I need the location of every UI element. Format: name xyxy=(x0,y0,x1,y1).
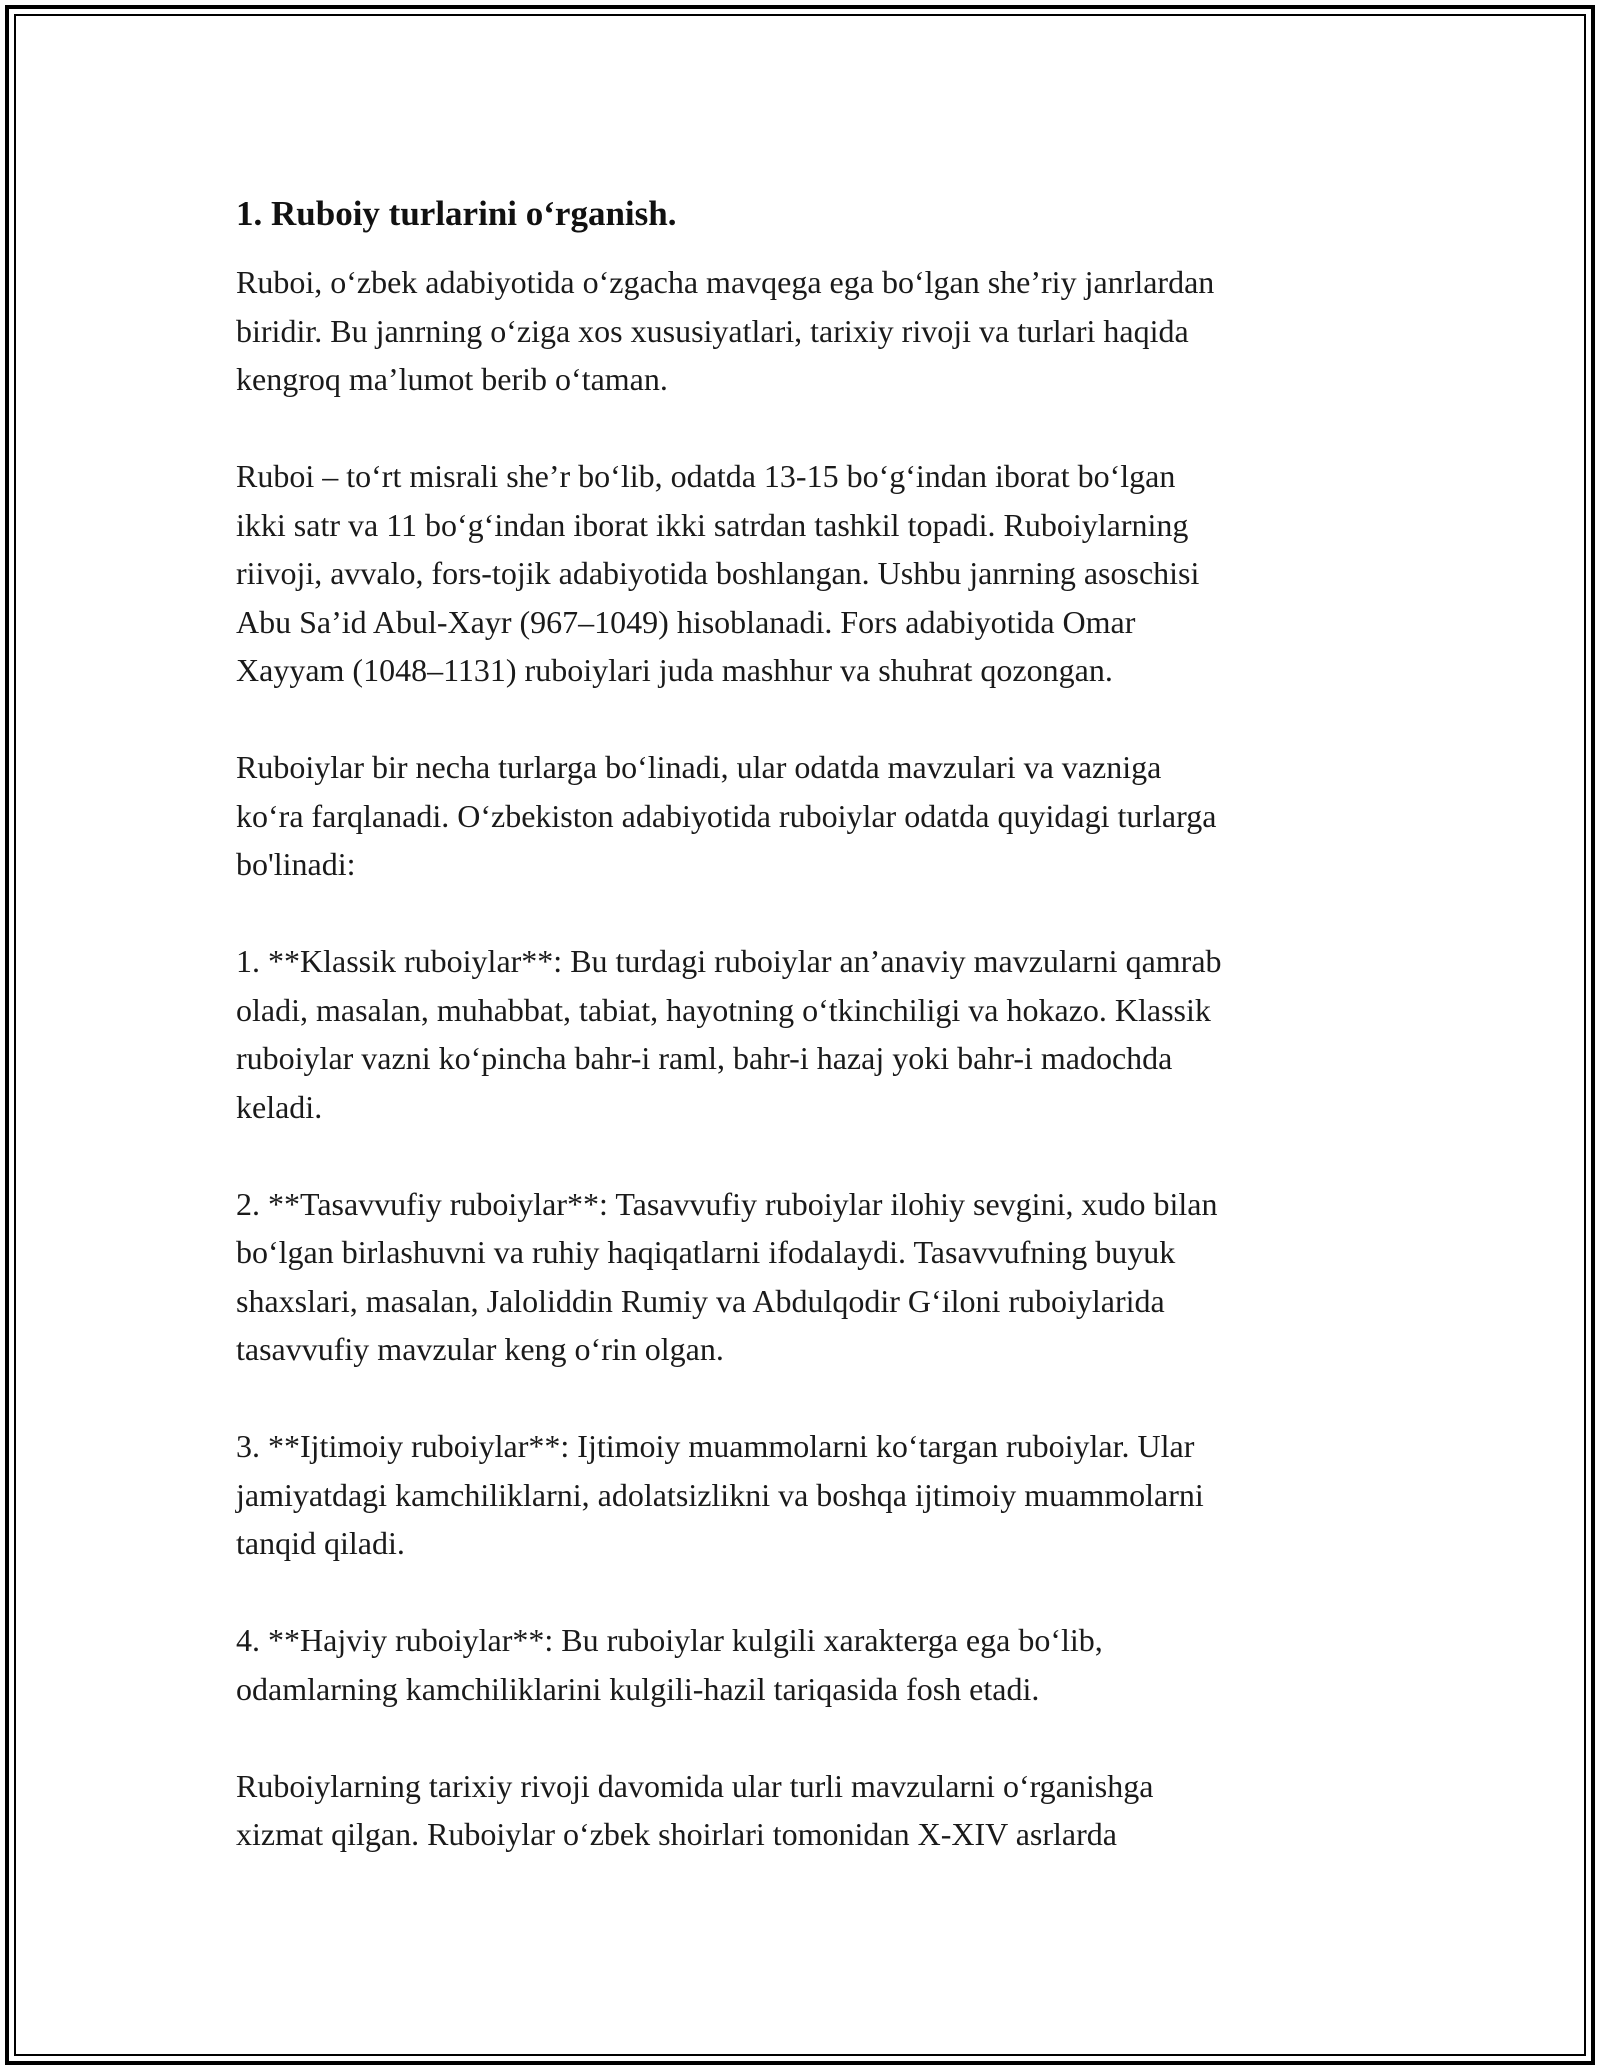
text-line: Xayyam (1048–1131) ruboiylari juda mashhur va shuhrat qozongan. xyxy=(236,652,1113,688)
text-line: shaxslari, masalan, Jaloliddin Rumiy va Abdulqodir G‘iloni ruboiylarida xyxy=(236,1282,1165,1319)
text-line: Ruboiylarning tarixiy rivoji davomida ular turli mavzularni o‘rganishga xyxy=(236,1767,1154,1804)
text-line: Ruboiylar bir necha turlarga bo‘linadi, ular odatda mavzulari va vazniga xyxy=(236,749,1162,785)
text-line: tasavvufiy mavzular keng o‘rin olgan. xyxy=(236,1331,724,1367)
list-item-sufi xyxy=(236,1180,1376,1374)
list-item-social xyxy=(236,1422,1376,1568)
list-item-satirical xyxy=(236,1616,1376,1713)
paragraph-definition xyxy=(236,452,1376,695)
document-body xyxy=(236,190,1376,1859)
text-line: 1. **Klassik ruboiylar**: Bu turdagi ruboiylar an’anaviy mavzularni qamrab xyxy=(236,943,1222,979)
text-line: oladi, masalan, muhabbat, tabiat, hayotning o‘tkinchiligi va hokazo. Klassik xyxy=(236,991,1211,1028)
text-line: 2. **Tasavvufiy ruboiylar**: Tasavvufiy ruboiylar ilohiy sevgini, xudo bilan xyxy=(236,1185,1218,1222)
text-line: tanqid qiladi. xyxy=(236,1525,405,1561)
paragraph-history xyxy=(236,1762,1376,1859)
text-line: jamiyatdagi kamchiliklarni, adolatsizlikni va boshqa ijtimoiy muammolarni xyxy=(236,1476,1204,1513)
text-line: bo'linadi: xyxy=(236,846,356,882)
text-line: riivoji, avvalo, fors-tojik adabiyotida boshlangan. Ushbu janrning asoschisi xyxy=(236,555,1200,591)
section-heading: 1. Ruboiy turlarini o‘rganish. xyxy=(236,194,677,233)
text-line: ko‘ra farqlanadi. O‘zbekiston adabiyotida ruboiylar odatda quyidagi turlarga xyxy=(236,797,1217,834)
text-line: Ruboi – to‘rt misrali she’r bo‘lib, odatda 13-15 bo‘g‘indan iborat bo‘lgan xyxy=(236,458,1176,494)
text-line: bo‘lgan birlashuvni va ruhiy haqiqatlarni ifodalaydi. Tasavvufning buyuk xyxy=(236,1234,1176,1270)
text-line: ruboiylar vazni ko‘pincha bahr-i raml, bahr-i hazaj yoki bahr-i madochda xyxy=(236,1040,1173,1076)
text-line: Abu Sa’id Abul-Xayr (967–1049) hisoblanadi. Fors adabiyotida Omar xyxy=(236,603,1136,640)
paragraph-types-intro xyxy=(236,743,1376,889)
text-line: kengroq ma’lumot berib o‘taman. xyxy=(236,361,668,397)
text-line: ikki satr va 11 bo‘g‘indan iborat ikki satrdan tashkil topadi. Ruboiylarning xyxy=(236,506,1189,543)
text-line: xizmat qilgan. Ruboiylar o‘zbek shoirlari tomonidan X-XIV asrlarda xyxy=(236,1816,1117,1852)
text-line: keladi. xyxy=(236,1088,323,1125)
list-item-classic xyxy=(236,937,1376,1131)
paragraph-intro xyxy=(236,258,1376,404)
text-line: biridir. Bu janrning o‘ziga xos xususiyatlari, tarixiy rivoji va turlari haqida xyxy=(236,312,1189,349)
text-line: Ruboi, o‘zbek adabiyotida o‘zgacha mavqega ega bo‘lgan she’riy janrlardan xyxy=(236,264,1215,300)
text-line: odamlarning kamchiliklarini kulgili-hazil tariqasida fosh etadi. xyxy=(236,1670,1040,1707)
text-line: 3. **Ijtimoiy ruboiylar**: Ijtimoiy muammolarni ko‘targan ruboiylar. Ular xyxy=(236,1428,1195,1464)
text-line: 4. **Hajviy ruboiylar**: Bu ruboiylar kulgili xarakterga ega bo‘lib, xyxy=(236,1622,1103,1658)
